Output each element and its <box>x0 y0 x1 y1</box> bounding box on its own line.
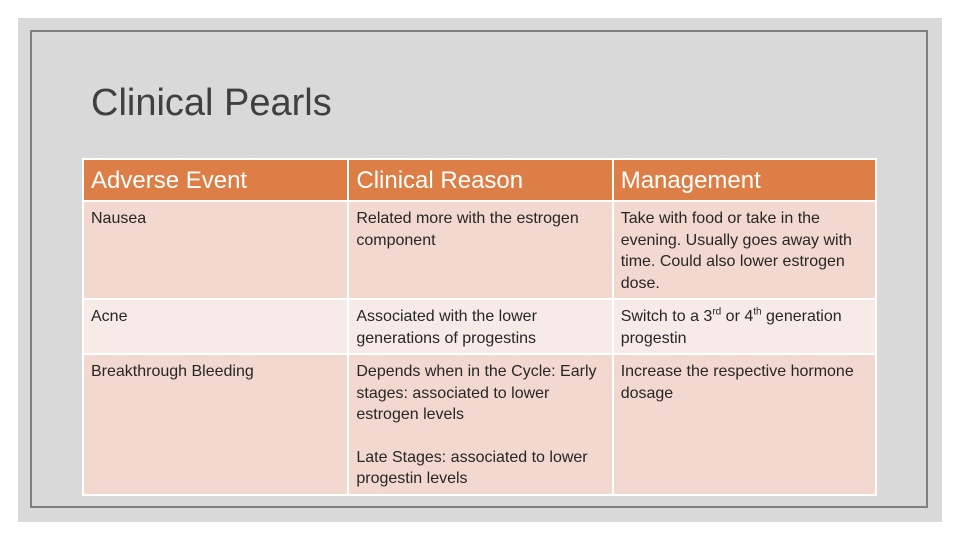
table-header-row <box>83 159 876 201</box>
header-adverse-event: Adverse Event <box>83 159 348 201</box>
management-text: generation progestin <box>620 308 842 347</box>
cell-clinical-reason: Related more with the estrogen component <box>348 201 612 299</box>
clinical-pearls-table <box>82 158 877 496</box>
reason-paragraph: Late Stages: associated to lower progestin levels <box>356 448 588 487</box>
header-clinical-reason: Clinical Reason <box>348 159 612 201</box>
cell-clinical-reason <box>348 354 612 495</box>
paragraph-spacer <box>356 426 605 447</box>
table-row <box>83 299 876 354</box>
ordinal-suffix: rd <box>712 306 722 318</box>
ordinal-suffix: th <box>753 306 762 318</box>
cell-management: Take with food or take in the evening. Usually goes away with time. Could also lower estrogen dose. <box>613 201 876 299</box>
management-text: or 4 <box>721 308 754 325</box>
reason-paragraph: Depends when in the Cycle: Early stages: associated to lower estrogen levels <box>356 363 597 423</box>
cell-adverse-event: Nausea <box>83 201 348 299</box>
cell-management: Increase the respective hormone dosage <box>613 354 876 495</box>
cell-management <box>613 299 876 354</box>
cell-adverse-event: Acne <box>83 299 348 354</box>
cell-adverse-event: Breakthrough Bleeding <box>83 354 348 495</box>
slide-title: Clinical Pearls <box>91 82 332 124</box>
table-row <box>83 201 876 299</box>
cell-clinical-reason: Associated with the lower generations of progestins <box>348 299 612 354</box>
header-management: Management <box>613 159 876 201</box>
table-row <box>83 354 876 495</box>
management-text: Switch to a 3 <box>620 308 713 325</box>
